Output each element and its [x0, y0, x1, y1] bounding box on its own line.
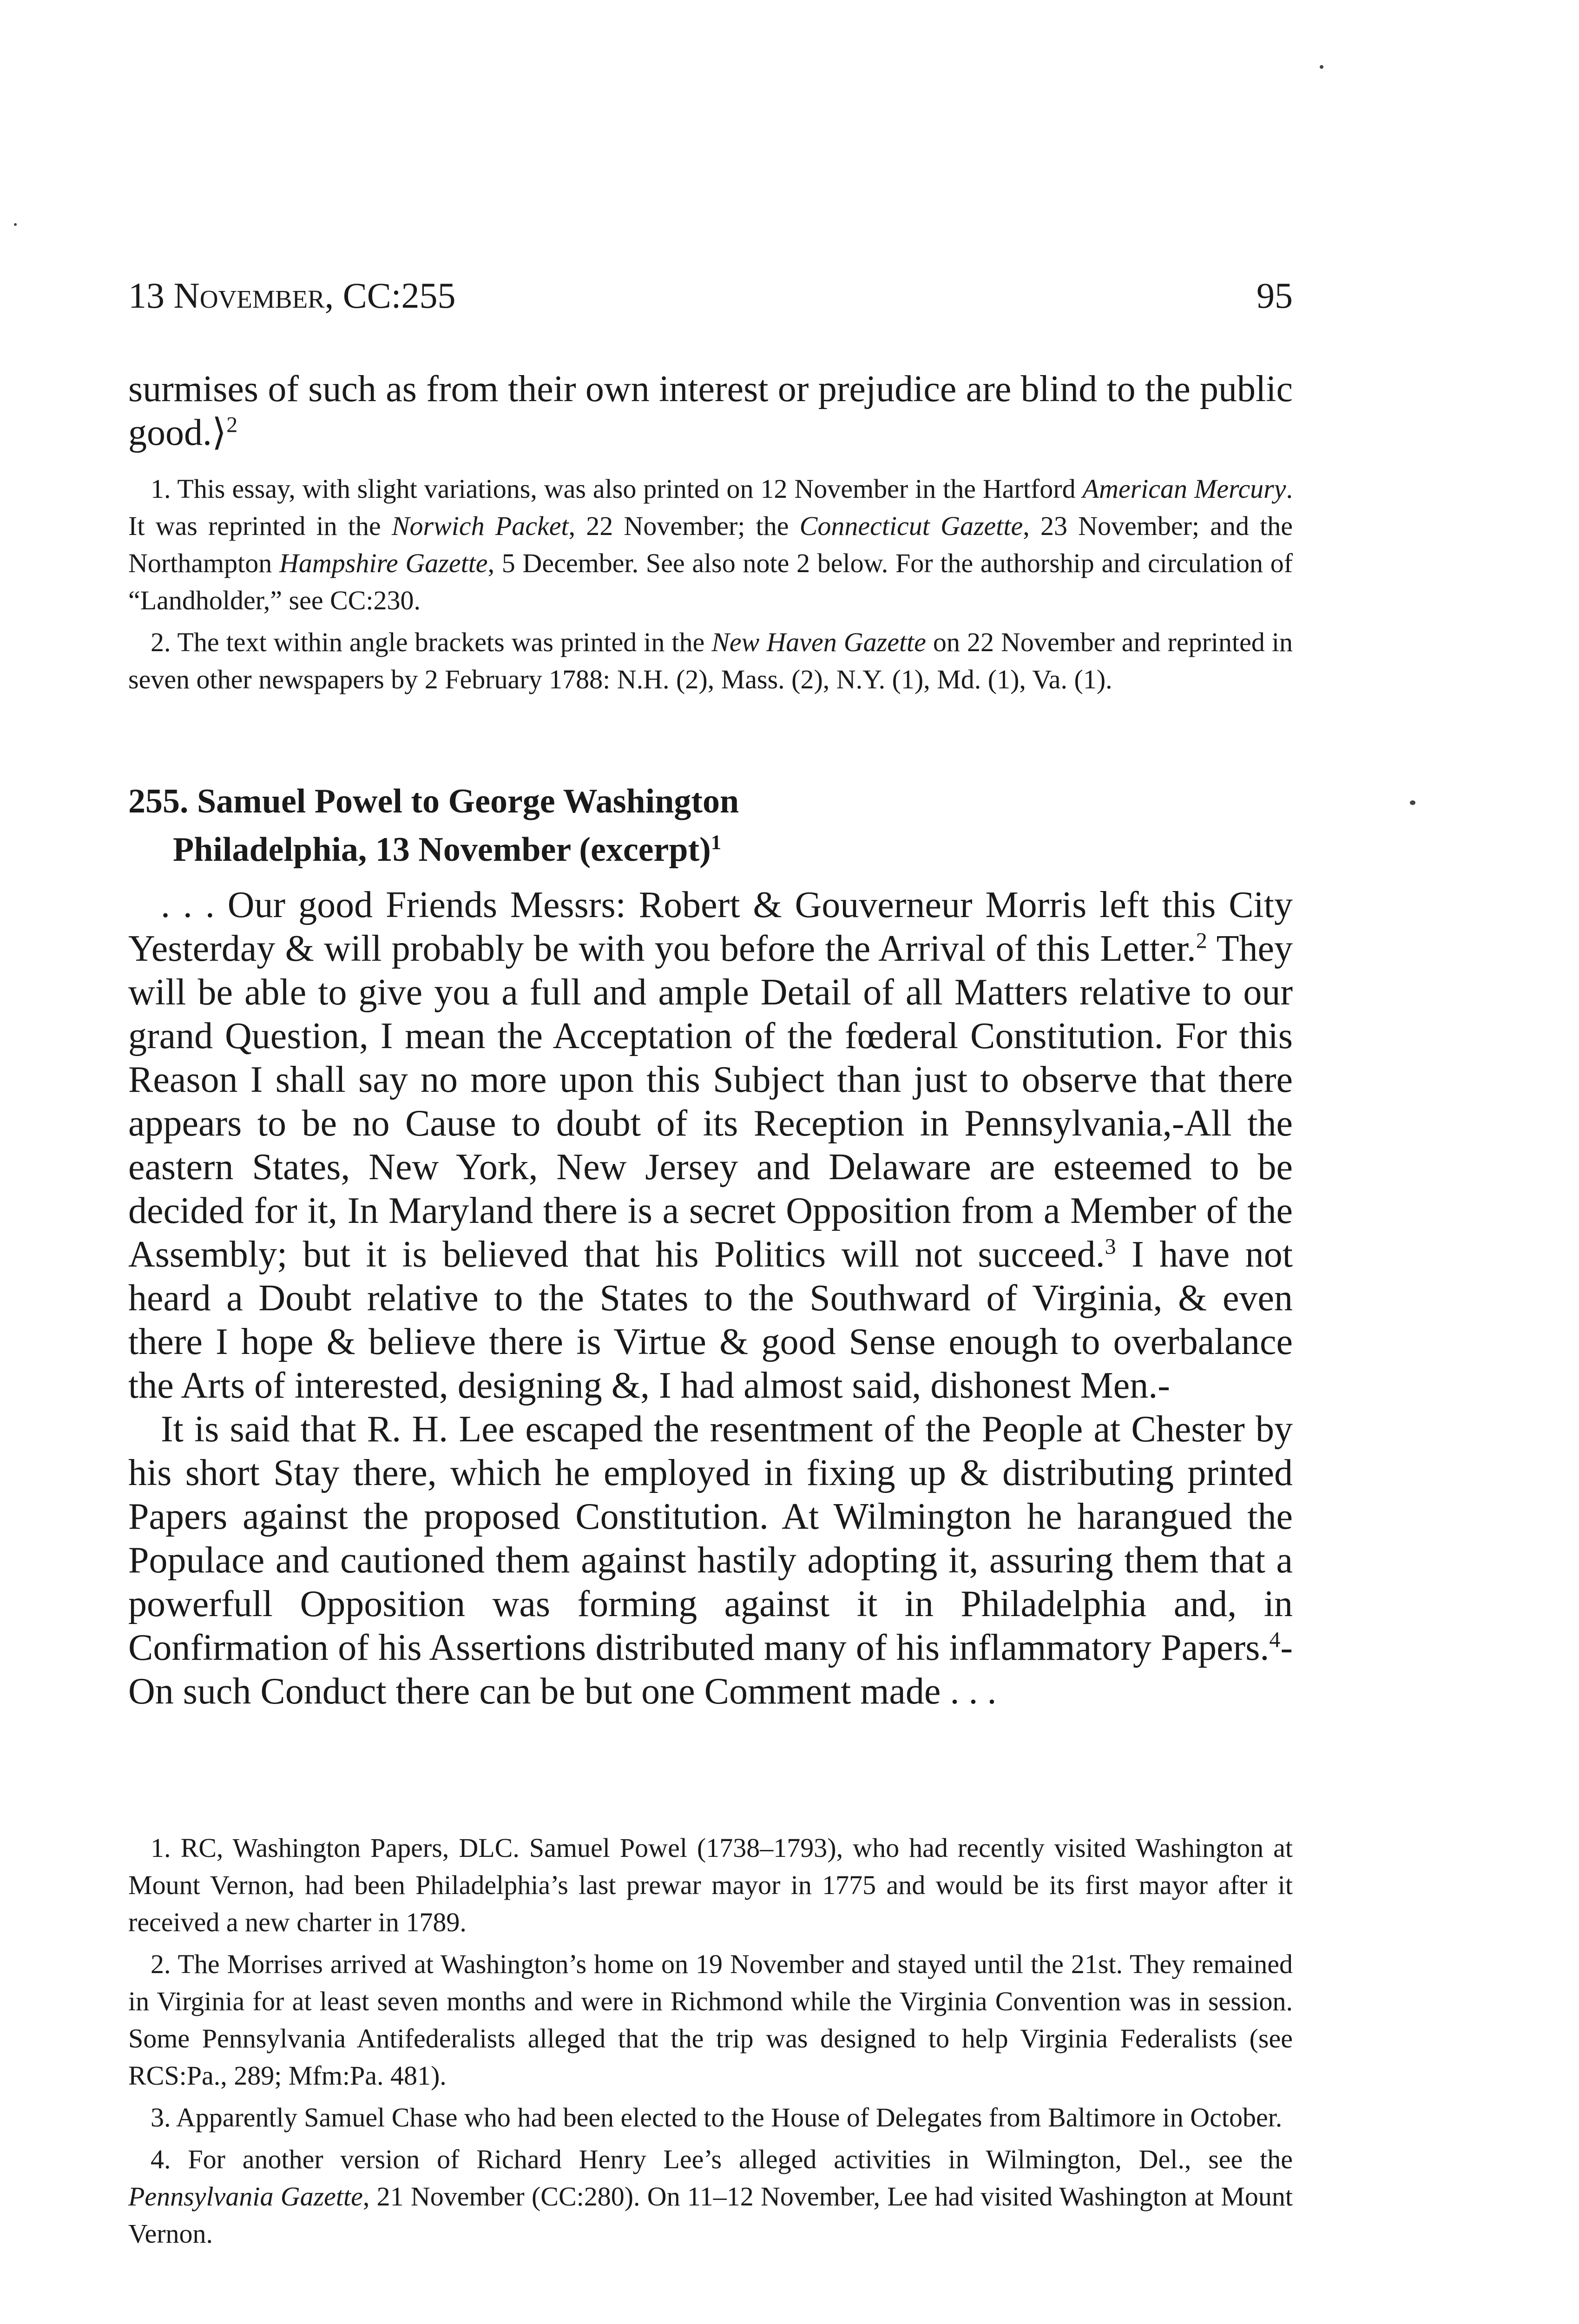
letter-paragraph: It is said that R. H. Lee escaped the resentment of the People at Chester by his short Stay there, which he employed in fixing up & distributing printed Papers against the proposed Constitution. At Wilmington he harangued the Populace and cautioned them against hastily adopting it, assuring them that a powerfull Opposition was forming against it in Philadelphia and, in Confirmation of his Assertions distributed many of his inflammatory Papers.$^4$-On such Conduct there can be but one Comment made . . .	[128, 1409, 1293, 1712]
paper-speck	[14, 223, 17, 226]
continued-text: surmises of such as from their own interest or prejudice are blind to the public good.⟩$^2$	[128, 369, 1293, 453]
paper-speck	[1410, 800, 1415, 805]
letter-paragraph: . . . Our good Friends Messrs: Robert & Gouverneur Morris left this City Yesterday & will probably be with you before the Arrival of this Letter.$^2$ They will be able to give you a full and ample Detail of all Matters relative to our grand Question, I mean the Acceptation of the fœderal Constitution. For this Reason I shall say no more upon this Subject than just to observe that there appears to be no Cause to doubt of its Reception in Pennsylvania,-All the eastern States, New York, New Jersey and Delaware are esteemed to be decided for it, In Maryland there is a secret Opposition from a Member of the Assembly; but it is believed that his Politics will not succeed.$^3$ I have not heard a Doubt relative to the States to the Southward of Virginia, & even there I hope & believe there is Virtue & good Sense enough to overbalance the Arts of interested, designing &, I had almost said, dishonest Men.-	[128, 885, 1293, 1406]
footnotes-previous-document	[128, 470, 1293, 698]
footnote: 2. The text within angle brackets was printed in the New Haven Gazette on 22 November and reprinted in seven other newspapers by 2 February 1788: N.H. (2), Mass. (2), N.Y. (1), Md. (1), Va. (1).	[128, 627, 1293, 694]
footnote: 1. This essay, with slight variations, was also printed on 12 November in the Hartford American Mercury. It was reprinted in the Norwich Packet, 22 November; the Connecticut Gazette, 23 November; and the Northampton Hampshire Gazette, 5 December. See also note 2 below. For the authorship and circulation of “Landholder,” see CC:230.	[128, 474, 1293, 615]
footnote: 3. Apparently Samuel Chase who had been elected to the House of Delegates from Baltimore in October.	[151, 2102, 1283, 2133]
document-dateline: Philadelphia, 13 November (excerpt)$^1$	[173, 830, 722, 869]
page-number: 95	[1257, 275, 1293, 316]
document-heading	[128, 777, 1293, 874]
footnote: 1. RC, Washington Papers, DLC. Samuel Powel (1738–1793), who had recently visited Washington at Mount Vernon, had been Philadelphia’s last prewar mayor in 1775 and would be its first mayor after it received a new charter in 1789.	[128, 1833, 1293, 1937]
running-head-title: 13 November, CC:255	[128, 275, 456, 316]
footnote: 2. The Morrises arrived at Washington’s home on 19 November and stayed until the 21st. They remained in Virginia for at least seven months and were in Richmond while the Virginia Convention was in session. Some Pennsylvania Antifederalists alleged that the trip was designed to help Virginia Federalists (see RCS:Pa., 289; Mfm:Pa. 481).	[128, 1949, 1293, 2091]
paper-speck	[1320, 65, 1323, 69]
letter-excerpt	[128, 883, 1293, 1713]
footnote: 4. For another version of Richard Henry Lee’s alleged activities in Wilmington, Del., see the Pennsylvania Gazette, 21 November (CC:280). On 11–12 November, Lee had visited Washington at Mount Vernon.	[128, 2144, 1293, 2249]
document-title: 255. Samuel Powel to George Washington	[128, 782, 739, 820]
footnotes-document-255	[128, 1829, 1293, 2252]
